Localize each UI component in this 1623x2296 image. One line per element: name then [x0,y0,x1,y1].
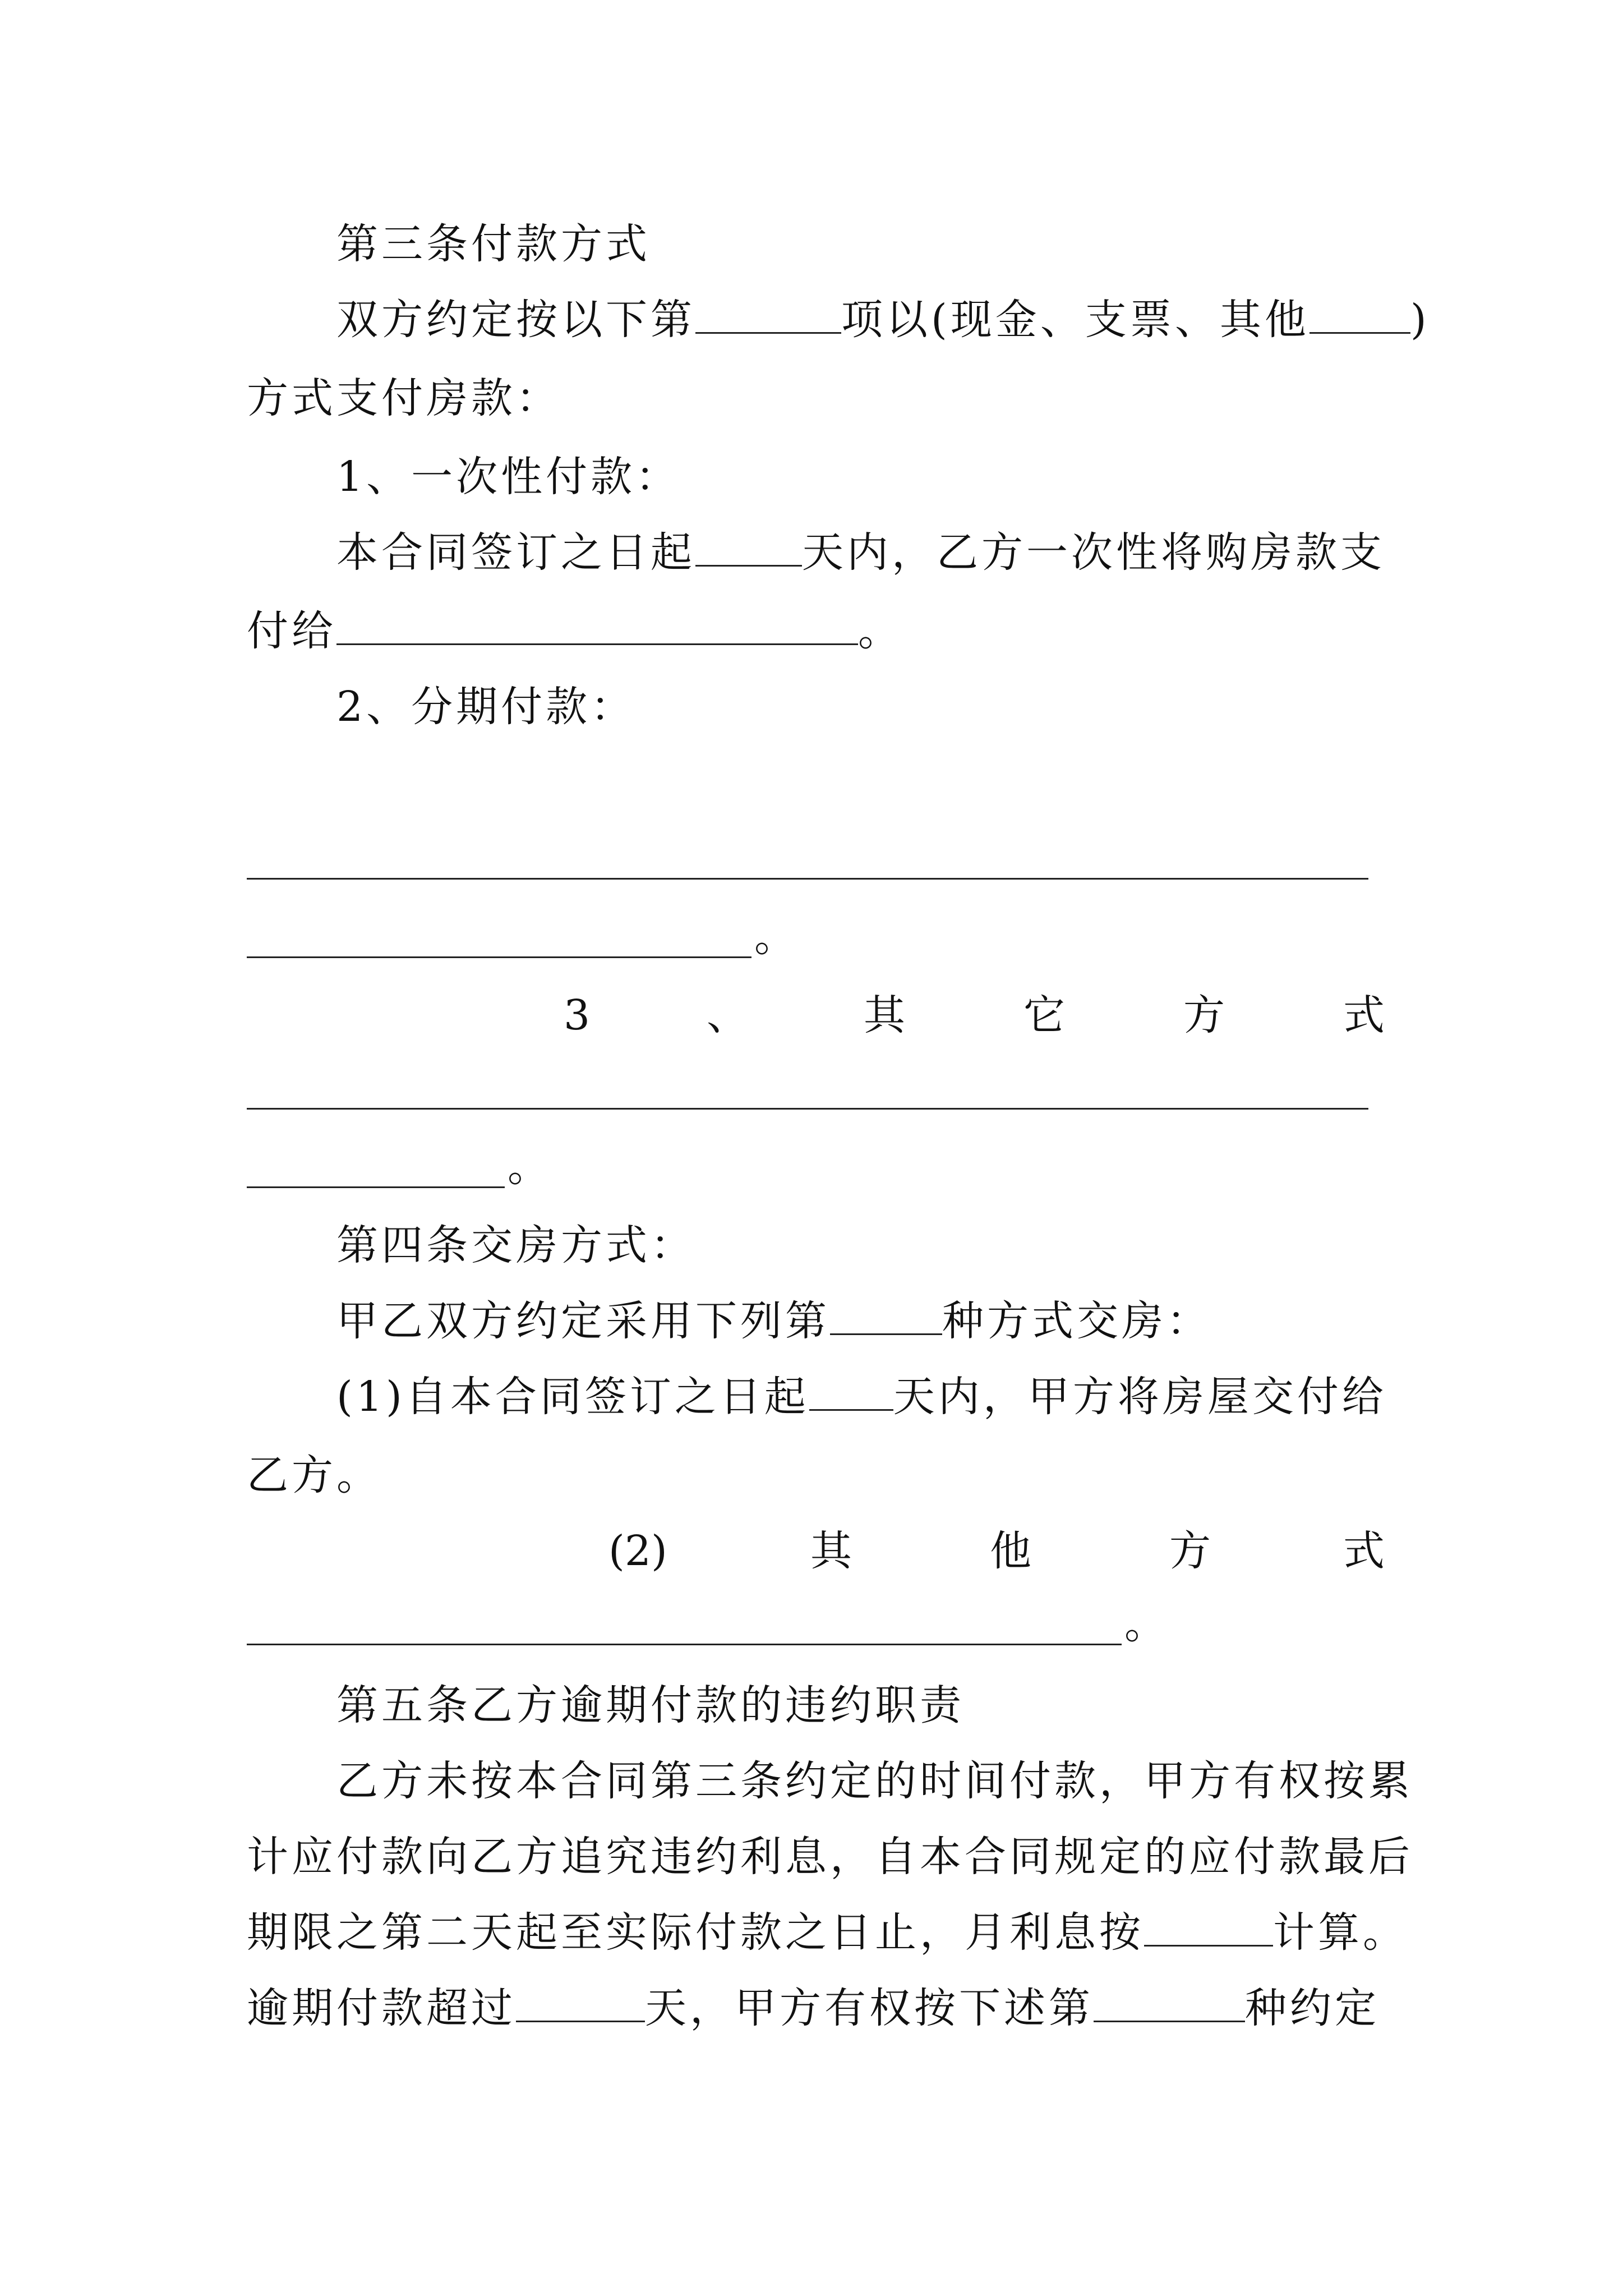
article3-line2: 方式支付房款： [247,374,561,422]
article4-opt1-line1: (1)自本合同签订之日起 天内，甲方将房屋交付给 [336,1369,1387,1425]
blank-monthly-interest[interactable] [1144,1906,1273,1947]
item2-end: 。 [754,913,796,961]
opt2-number: (2) [608,1527,667,1575]
article5-p1: 乙方未按本合同第三条约定的时间付款，甲方有权按累 [336,1757,1413,1805]
blank-days[interactable] [695,526,802,567]
item1-title: 1、一次性付款： [336,453,681,501]
item3-char4: 式 [1343,991,1385,1039]
item1-line1: 本合同签订之日起 天内，乙方一次性将购房款支 [336,524,1385,581]
opt2-char4: 式 [1343,1527,1385,1575]
article5-title: 第五条乙方逾期付款的违约职责 [336,1681,965,1729]
opt2-char2: 他 [990,1527,1031,1575]
item1-line2: 付给 。 [247,603,903,659]
blank-payee[interactable] [336,604,858,645]
article4-line1: 甲乙双方约定采用下列第 种方式交房： [336,1293,1211,1349]
opt2-char1: 其 [810,1527,852,1575]
blank-overdue-days[interactable] [516,1981,645,2022]
article5-p4: 逾期付款超过 天，甲方有权按下述第 种约定 [247,1980,1380,2036]
blank-handover-method[interactable] [830,1294,942,1335]
item3-char2: 它 [1023,991,1065,1039]
blank-other-handover[interactable] [247,1644,1122,1645]
item3-char3: 方 [1183,991,1225,1039]
blank-installment-line1[interactable] [247,878,1368,880]
article4-title: 第四条交房方式： [336,1221,695,1269]
opt2-end: 。 [1124,1600,1166,1648]
opt2-char3: 方 [1169,1527,1211,1575]
article5-p3: 期限之第二天起至实际付款之日止，月利息按 计算。 [247,1904,1408,1961]
article5-p2: 计应付款向乙方追究违约利息，自本合同规定的应付款最后 [247,1833,1413,1881]
blank-handover-days[interactable] [809,1370,893,1411]
article4-opt1-line2: 乙方。 [247,1451,381,1499]
blank-other-line2[interactable] [247,1186,505,1188]
blank-installment-line2[interactable] [247,956,751,958]
item3-end: 。 [508,1143,549,1191]
blank-other-line1[interactable] [247,1108,1368,1110]
blank-penalty-option[interactable] [1094,1981,1245,2022]
item3-separator: 、 [707,991,748,1039]
article3-line1: 双方约定按以下第 项以(现金、支票、其他 ) [336,292,1430,348]
blank-item-number[interactable] [695,293,841,334]
item2-title: 2、分期付款： [336,683,636,731]
blank-other-method[interactable] [1310,293,1410,334]
item3-number: 3 [564,991,591,1039]
item3-char1: 其 [864,991,905,1039]
article3-title: 第三条付款方式 [336,220,651,268]
